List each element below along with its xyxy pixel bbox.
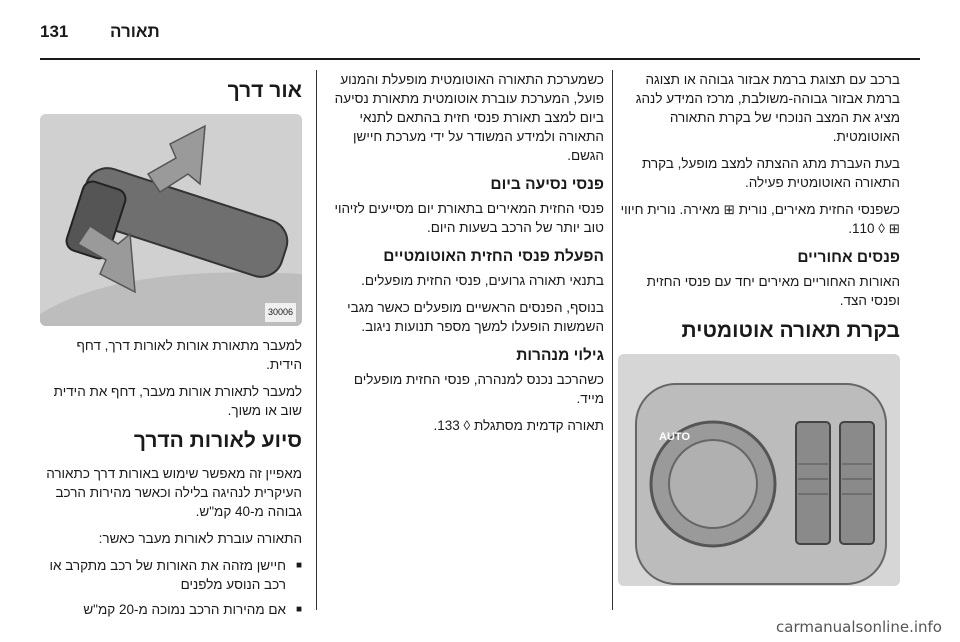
light-switch-illustration — [618, 354, 900, 586]
heading-high-beam-assist: סיוע לאורות הדרך — [133, 429, 302, 452]
paragraph: מאפיין זה מאפשר שימוש באורות דרך כתאורה העיקרית לנהיגה בלילה וכאשר מהירות הרכב גבוהה מ-40 קמ"ש. — [46, 466, 302, 519]
stalk-illustration — [40, 114, 302, 326]
paragraph: התאורה עוברת לאורות מעבר כאשר: — [98, 531, 302, 546]
column-left — [40, 70, 302, 625]
paragraph: ברכב עם תצוגת ברמת אבזור גבוהה או תצוגה ברמת אבזור גבוהה-משולבת, מרכז המידע לנהג מציג את המצב הנוכחי של בקרת התאורה האוטומטית. — [635, 72, 900, 144]
paragraph: כשפנסי החזית מאירים, נורית ⊞ מאירה. נורית חיווי ⊞ ◊ 110. — [620, 202, 900, 236]
paragraph: תאורה קדמית מסתגלת ◊ 133. — [433, 418, 604, 433]
paragraph: כשמערכת התאורה האוטומטית מופעלת והמנוע פועל, המערכת עוברת אוטומטית מתאורת נסיעה ביום למצב תאורת פנסי חזית בהתאם לתנאי התאורה ולמידע המשודר על ידי מערכת חיישן הגשם. — [334, 72, 604, 163]
paragraph: למעבר מתאורת אורות לאורות דרך, דחף הידית. — [76, 338, 302, 372]
heading-auto-headlights: הפעלת פנסי החזית האוטומטיים — [383, 248, 604, 265]
figure-id: 30006 — [265, 303, 296, 322]
thumbwheel-right — [840, 422, 874, 544]
light-switch-figure — [618, 354, 900, 586]
stalk-figure — [40, 114, 302, 326]
section-title: תאורה — [110, 22, 160, 41]
condition-list — [40, 556, 302, 619]
column-middle — [330, 70, 604, 443]
heading-daytime-lights: פנסי נסיעה ביום — [490, 176, 604, 193]
paragraph: האורות האחוריים מאירים יחד עם פנסי החזית ופנסי הצד. — [646, 274, 900, 308]
column-divider — [612, 70, 613, 610]
heading-rear-lights: פנסים אחוריים — [797, 249, 900, 266]
heading-auto-light-control: בקרת תאורה אוטומטית — [681, 319, 900, 342]
paragraph: בתנאי תאורה גרועים, פנסי החזית מופעלים. — [361, 273, 604, 288]
watermark: carmanualsonline.info — [776, 618, 942, 636]
thumbwheel-left — [796, 422, 830, 544]
paragraph: פנסי החזית המאירים בתאורת יום מסייעים לזיהוי טוב יותר של הרכב בשעות היום. — [334, 201, 604, 235]
list-item: ■ חיישן מזהה את האורות של רכב מתקרב או רכב הנוסע מלפנים — [40, 556, 302, 594]
column-divider — [316, 70, 317, 610]
paragraph: בנוסף, הפנסים הראשיים מופעלים כאשר מגבי השמשות הופעלו למשך מספר תנועות ניגוב. — [347, 300, 604, 334]
paragraph: כשהרכב נכנס למנהרה, פנסי החזית מופעלים מייד. — [353, 372, 604, 406]
auto-label: AUTO — [659, 431, 690, 443]
paragraph: למעבר לתאורת אורות מעבר, דחף את הידית שוב או משוך. — [53, 384, 302, 418]
paragraph: בעת העברת מתג ההצתה למצב מופעל, בקרת התאורה האוטומטית פעילה. — [641, 156, 900, 190]
heading-high-beam: אור דרך — [227, 79, 302, 102]
page-number: 131 — [40, 22, 69, 41]
heading-tunnel-detection: גילוי מנהרות — [516, 347, 604, 364]
header-rule — [40, 58, 920, 60]
list-item: ■ אם מהירות הרכב נמוכה מ-20 קמ"ש — [40, 600, 302, 619]
column-right — [618, 70, 900, 586]
